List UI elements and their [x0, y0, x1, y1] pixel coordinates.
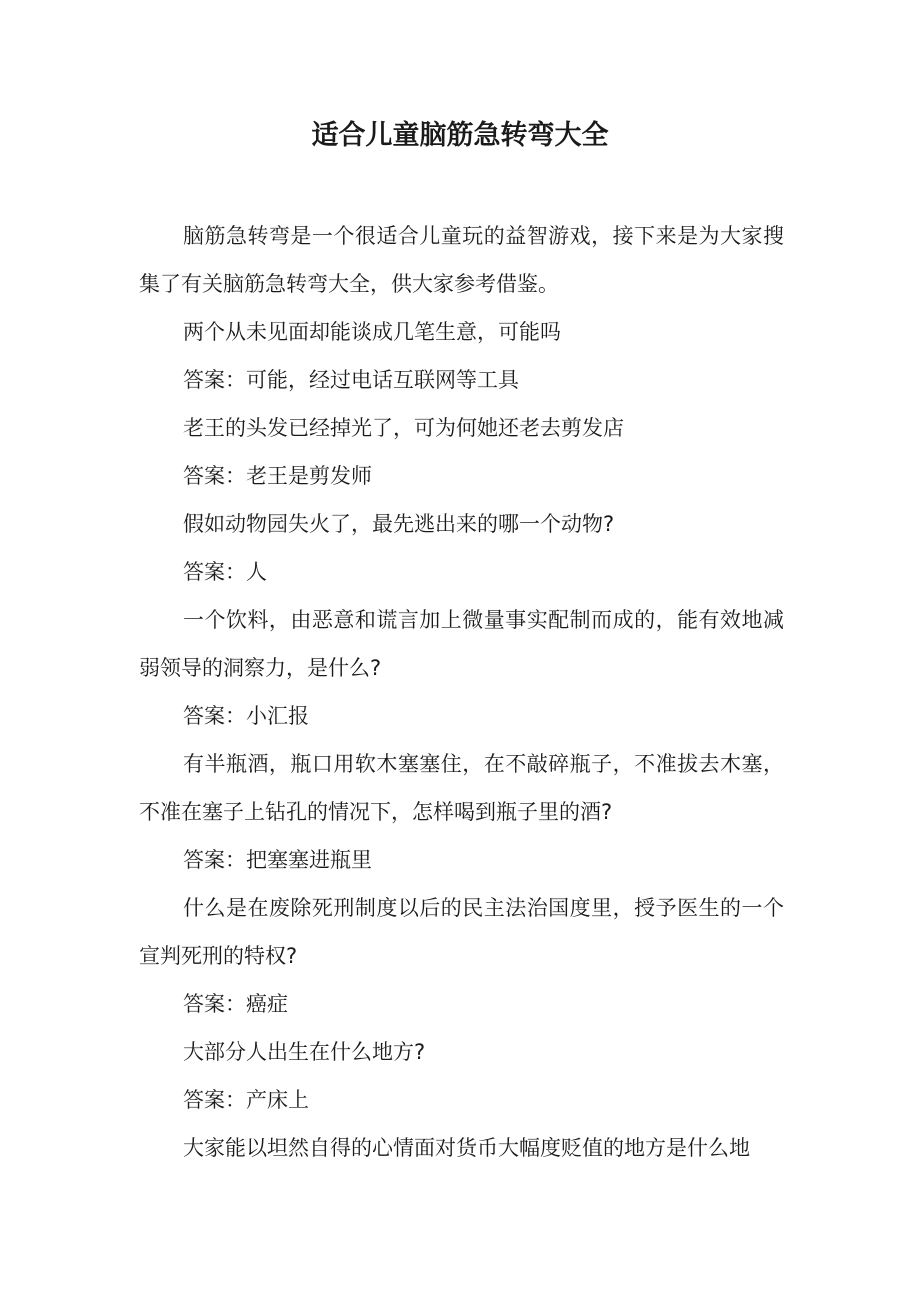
question-paragraph: 假如动物园失火了，最先逃出来的哪一个动物?	[183, 512, 615, 536]
question-paragraph: 两个从未见面却能谈成几笔生意，可能吗	[183, 320, 561, 344]
question-paragraph: 大家能以坦然自得的心情面对货币大幅度贬值的地方是什么地	[183, 1136, 750, 1160]
document-body	[139, 212, 784, 1172]
answer-paragraph: 答案：小汇报	[183, 704, 309, 728]
question-paragraph: 有半瓶酒，瓶口用软木塞塞住，在不敲碎瓶子，不准拔去木塞，不准在塞子上钻孔的情况下，怎样喝到瓶子里的酒?	[139, 752, 784, 824]
document-title: 适合儿童脑筋急转弯大全	[311, 120, 609, 151]
question-paragraph: 老王的头发已经掉光了，可为何她还老去剪发店	[183, 416, 624, 440]
intro-paragraph: 脑筋急转弯是一个很适合儿童玩的益智游戏，接下来是为大家搜集了有关脑筋急转弯大全，供大家参考借鉴。	[139, 224, 784, 296]
question-paragraph: 一个饮料，由恶意和谎言加上微量事实配制而成的，能有效地减弱领导的洞察力，是什么?	[139, 608, 784, 680]
question-paragraph: 什么是在废除死刑制度以后的民主法治国度里，授予医生的一个宣判死刑的特权?	[139, 896, 784, 968]
answer-paragraph: 答案：老王是剪发师	[183, 464, 372, 488]
answer-paragraph: 答案：可能，经过电话互联网等工具	[183, 368, 519, 392]
answer-paragraph: 答案：人	[183, 560, 267, 584]
answer-paragraph: 答案：癌症	[183, 992, 288, 1016]
question-paragraph: 大部分人出生在什么地方?	[183, 1040, 426, 1064]
answer-paragraph: 答案：产床上	[183, 1088, 309, 1112]
answer-paragraph: 答案：把塞塞进瓶里	[183, 848, 372, 872]
